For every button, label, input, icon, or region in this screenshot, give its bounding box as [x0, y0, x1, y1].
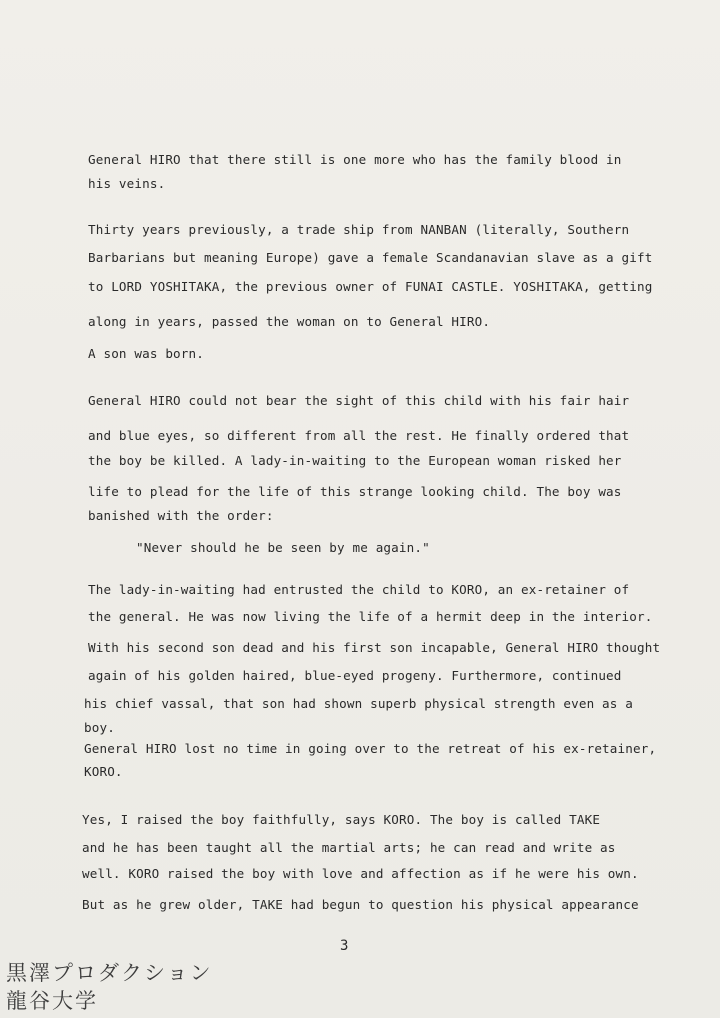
- watermark-ryukoku-university: 龍谷大学: [6, 989, 98, 1013]
- text-line: his veins.: [88, 176, 166, 191]
- text-line: General HIRO lost no time in going over to the retreat of his ex-retainer,: [84, 741, 657, 756]
- text-line: A son was born.: [88, 346, 204, 361]
- text-line: banished with the order:: [88, 508, 274, 523]
- text-line: Yes, I raised the boy faithfully, says KORO. The boy is called TAKE: [82, 812, 601, 827]
- text-line: Thirty years previously, a trade ship from NANBAN (literally, Southern: [88, 222, 630, 237]
- text-line: But as he grew older, TAKE had begun to question his physical appearance: [82, 897, 639, 912]
- quoted-line: "Never should he be seen by me again.": [136, 540, 430, 555]
- text-line: and he has been taught all the martial arts; he can read and write as: [82, 840, 616, 855]
- text-line: the boy be killed. A lady-in-waiting to the European woman risked her: [88, 453, 622, 468]
- text-line: Barbarians but meaning Europe) gave a female Scandanavian slave as a gift: [88, 250, 653, 265]
- text-line: life to plead for the life of this strange looking child. The boy was: [88, 484, 622, 499]
- text-line: KORO.: [84, 764, 123, 779]
- text-line: along in years, passed the woman on to General HIRO.: [88, 314, 491, 329]
- text-line: General HIRO could not bear the sight of this child with his fair hair: [88, 393, 630, 408]
- text-line: and blue eyes, so different from all the rest. He finally ordered that: [88, 428, 630, 443]
- text-line: his chief vassal, that son had shown superb physical strength even as a: [84, 696, 633, 711]
- page-number: 3: [340, 938, 349, 954]
- text-line: boy.: [84, 720, 115, 735]
- text-line: With his second son dead and his first son incapable, General HIRO thought: [88, 640, 661, 655]
- watermark-kurosawa-production: 黒澤プロダクション: [6, 961, 213, 985]
- text-line: again of his golden haired, blue-eyed progeny. Furthermore, continued: [88, 668, 622, 683]
- text-line: The lady-in-waiting had entrusted the child to KORO, an ex-retainer of: [88, 582, 630, 597]
- text-line: General HIRO that there still is one more who has the family blood in: [88, 152, 622, 167]
- text-line: well. KORO raised the boy with love and affection as if he were his own.: [82, 866, 639, 881]
- text-line: the general. He was now living the life of a hermit deep in the interior.: [88, 609, 653, 624]
- text-line: to LORD YOSHITAKA, the previous owner of FUNAI CASTLE. YOSHITAKA, getting: [88, 279, 653, 294]
